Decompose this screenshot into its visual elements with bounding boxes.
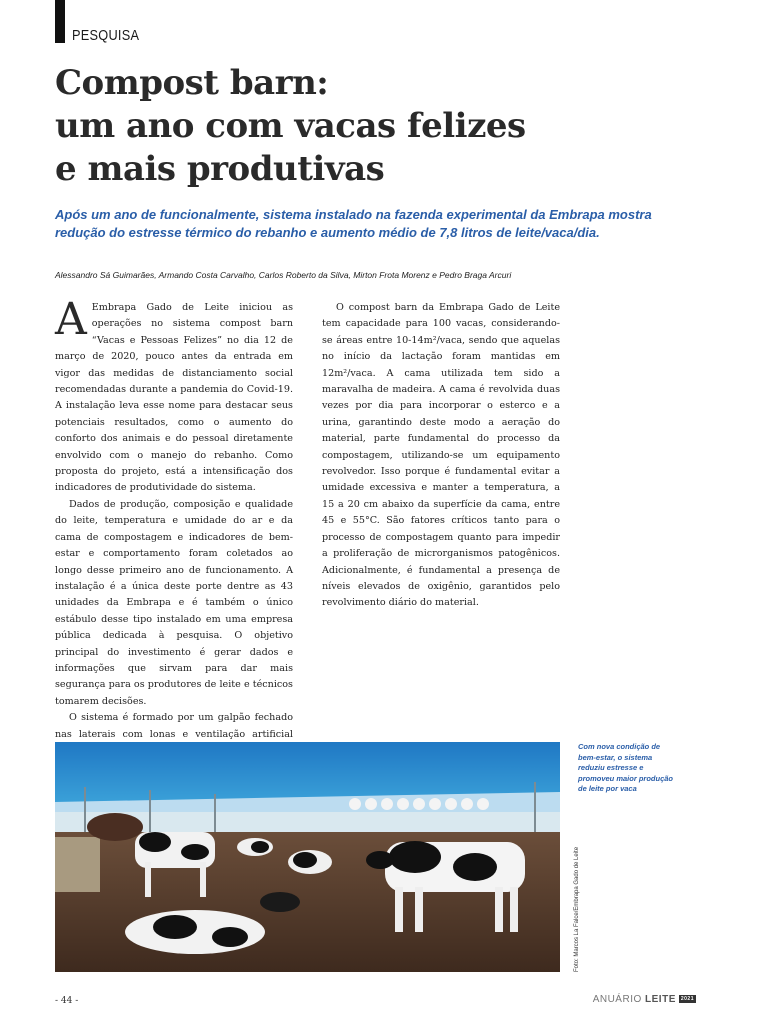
article-authors: Alessandro Sá Guimarães, Armando Costa Carvalho, Carlos Roberto da Silva, Mirton Frota Morenz e Pedro Braga Arcuri — [55, 270, 512, 280]
body-column-right — [322, 300, 560, 612]
page-number: - 44 - — [55, 996, 79, 1006]
body-paragraph-3: O sistema é formado por um galpão fechado nas laterais com lonas e ventilação artificial — [55, 712, 293, 740]
brand-bold: LEITE — [645, 994, 676, 1005]
drop-cap: A — [55, 294, 87, 345]
body-paragraph-1 — [55, 294, 293, 497]
section-marker-bar — [55, 0, 65, 43]
title-line-2: um ano com vacas felizes — [55, 106, 526, 146]
section-label: PESQUISA — [72, 27, 140, 44]
brand-prefix: ANUÁRIO — [592, 994, 646, 1005]
photo-credit: Foto: Marcos La Falce/Embrapa Gado de Leite — [574, 846, 580, 972]
brand-year-badge: 2021 — [680, 996, 694, 1003]
barn-photo-illustration — [55, 742, 560, 972]
photo-caption: Com nova condição de bem-estar, o sistema reduziu estresse e promoveu maior produção de leite por vaca — [578, 742, 674, 793]
article-title — [55, 62, 675, 191]
title-line-3: e mais produtivas — [55, 149, 385, 189]
article-subtitle: Após um ano de funcionalmente, sistema instalado na fazenda experimental da Embrapa mostra redução do estresse térmico do rebanho e aumento médio de 7,8 litros de leite/vaca/dia. — [55, 207, 652, 240]
body-paragraph-1-text: Embrapa Gado de Leite iniciou as operações no sistema compost barn “Vacas e Pessoas Felizes” no dia 12 de março de 2020, pouco antes da entrada em vigor das medidas de distanciamento social recomendadas durante a pandemia do Covid-19. A instalação leva esse nome para destacar seus potenciais resultados, como o aumento do conforto dos animais e do pessoal diretamente envolvido com o manejo do rebanho. Como proposta do projeto, está a intensificação dos indicadores de produtividade do sistema. — [55, 302, 293, 494]
article-photo-cows-in-barn — [55, 742, 560, 972]
publication-brand — [593, 994, 696, 1005]
body-paragraph-2: Dados de produção, composição e qualidade do leite, temperatura e umidade do ar e da cama de compostagem e indicadores de bem-estar e comportamento foram coletados ao longo desse primeiro ano de funcionamento. A instalação é a única deste porte dentre as 43 unidades da Embrapa e é também o único estábulo desse tipo instalado em uma empresa pública dedicada à pesquisa. O objetivo principal do investimento é gerar dados e informações que sirvam para dar mais segurança para os produtores de leite e técnicos tomarem decisões. — [55, 498, 293, 707]
body-paragraph-4: O compost barn da Embrapa Gado de Leite tem capacidade para 100 vacas, considerando-se áreas entre 10-14m²/vaca, sendo que aquelas no início da lactação foram mantidas em 12m²/vaca. A cama utilizada tem sido a maravalha de madeira. A cama é revolvida duas vezes por dia para incorporar o esterco e a urina, garantindo deste modo a aeração do material, parte fundamental do processo da compostagem, utilizando-se um equipamento revolvedor. Isso porque é fundamental evitar a umidade excessiva e manter a temperatura, a 15 a 20 cm abaixo da superfície da cama, entre 45 e 55°C. São fatores críticos tanto para o processo de compostagem quanto para impedir a proliferação de microrganismos patogênicos. Adicionalmente, é fundamental a presença de níveis elevados de oxigênio, garantidos pelo revolvimento diário do material. — [322, 302, 560, 609]
title-line-1: Compost barn: — [55, 63, 329, 103]
